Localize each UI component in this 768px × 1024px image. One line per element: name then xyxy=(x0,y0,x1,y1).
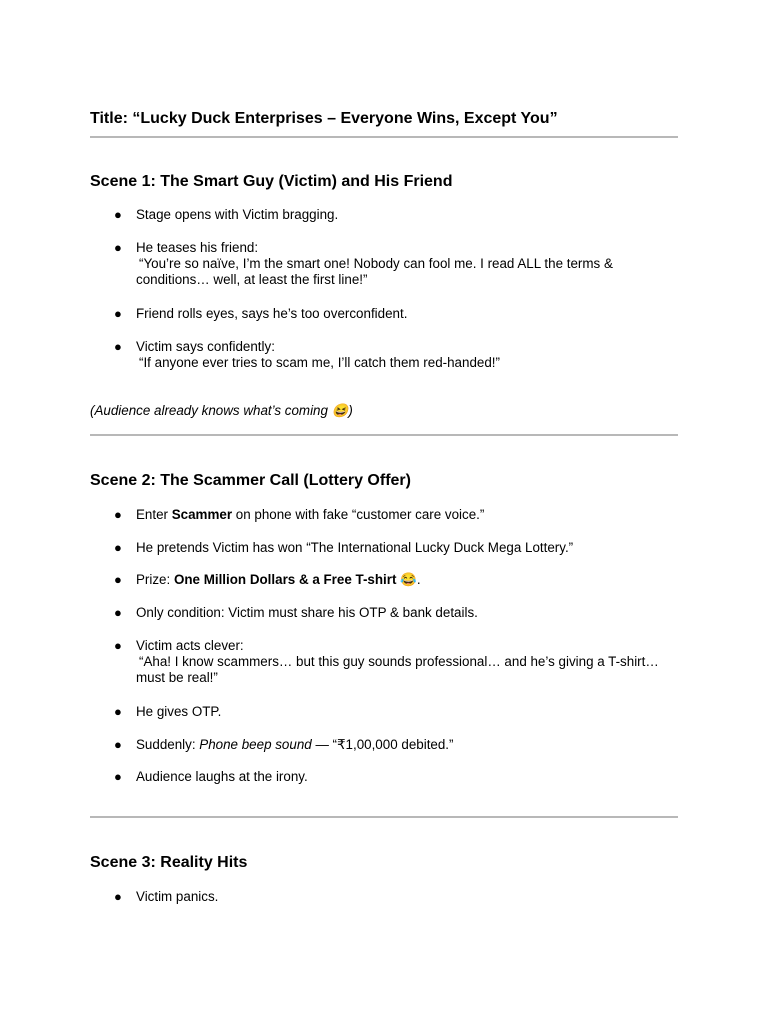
scene-1-heading: Scene 1: The Smart Guy (Victim) and His Friend xyxy=(90,173,453,190)
divider xyxy=(90,434,678,436)
bullet-icon: ● xyxy=(114,769,122,784)
quote: “If anyone ever tries to scam me, I’ll catch them red-handed!” xyxy=(139,355,500,371)
list-item: ● Victim panics. xyxy=(114,889,219,904)
divider xyxy=(90,816,678,818)
bullet-icon: ● xyxy=(114,507,122,522)
bullet-icon: ● xyxy=(114,638,122,653)
scene-2-heading: Scene 2: The Scammer Call (Lottery Offer) xyxy=(90,472,411,489)
audience-note: (Audience already knows what’s coming 😆) xyxy=(90,403,353,418)
list-item: ● Friend rolls eyes, says he’s too overconfident. xyxy=(114,306,408,321)
list-item: ● Stage opens with Victim bragging. xyxy=(114,207,339,222)
bullet-icon: ● xyxy=(114,306,122,321)
list-item: ● Only condition: Victim must share his OTP & bank details. xyxy=(114,605,478,620)
list-item: ● Victim says confidently: “If anyone ever tries to scam me, I’ll catch them red-handed!” xyxy=(136,339,681,371)
bullet-icon: ● xyxy=(114,704,122,719)
list-item: ● Prize: One Million Dollars & a Free T-shirt 😂. xyxy=(114,572,421,587)
bullet-icon: ● xyxy=(114,240,122,255)
list-item: ● Enter Scammer on phone with fake “customer care voice.” xyxy=(114,507,485,522)
bullet-icon: ● xyxy=(114,737,122,752)
list-item: ● Victim acts clever: “Aha! I know scammers… but this guy sounds professional… and he’s giving a T-shirt… must be real!” xyxy=(136,638,681,687)
page-title: Title: “Lucky Duck Enterprises – Everyone Wins, Except You” xyxy=(90,110,558,127)
list-item: ● He teases his friend: “You’re so naïve, I’m the smart one! Nobody can fool me. I read ALL the terms & conditions… well, at least the first line!” xyxy=(136,240,681,289)
divider xyxy=(90,136,678,138)
bullet-icon: ● xyxy=(114,207,122,222)
list-item: ● He pretends Victim has won “The International Lucky Duck Mega Lottery.” xyxy=(114,540,574,555)
list-item: ● Audience laughs at the irony. xyxy=(114,769,308,784)
bullet-icon: ● xyxy=(114,540,122,555)
list-item: ● Suddenly: Phone beep sound — “₹1,00,000 debited.” xyxy=(114,737,454,752)
quote: “You’re so naïve, I’m the smart one! Nobody can fool me. I read ALL the terms & conditions… well, at least the first line!” xyxy=(136,256,613,288)
quote: “Aha! I know scammers… but this guy sounds professional… and he’s giving a T-shirt… must be real!” xyxy=(136,654,659,686)
bullet-icon: ● xyxy=(114,889,122,904)
list-item: ● He gives OTP. xyxy=(114,704,222,719)
bullet-icon: ● xyxy=(114,572,122,587)
bullet-icon: ● xyxy=(114,605,122,620)
bullet-icon: ● xyxy=(114,339,122,354)
scene-3-heading: Scene 3: Reality Hits xyxy=(90,854,248,871)
